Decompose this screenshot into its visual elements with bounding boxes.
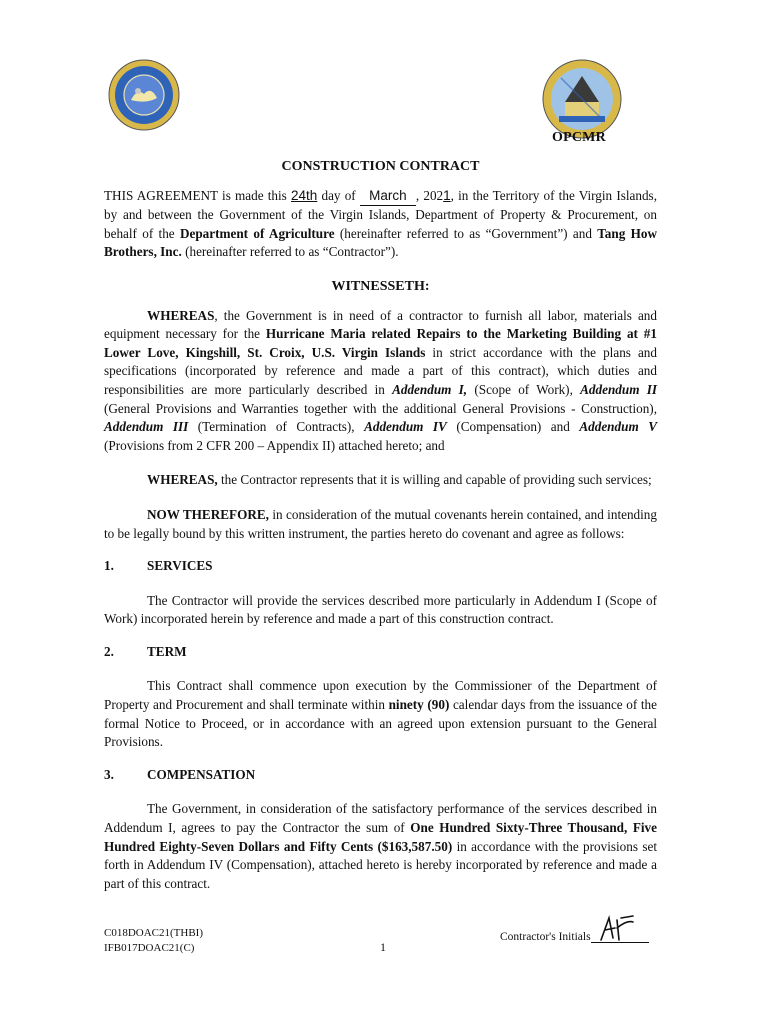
document-title: CONSTRUCTION CONTRACT [281, 159, 480, 174]
section-text-compensation: The Government, in consideration of the satisfactory performance of the services described in Addendum I, agrees to pay the Contractor the sum of One Hundred Sixty-Three Thousand, Five Hundred Eighty-Seven Dollars and Fifty Cents ($163,587.50) in accordance with the provisions set forth in Addendum IV (Compensation), attached hereto is hereby incorporated by reference and made a part of this contract. [104, 801, 657, 891]
agency-label: OPCMR [552, 130, 606, 145]
initials-label: Contractor's Initials [500, 931, 591, 943]
contract-amount: One Hundred Sixty-Three Thousand, Five Hundred Eighty-Seven Dollars and Fifty Cents ($163,587.50) [104, 820, 657, 854]
contract-page [104, 158, 657, 893]
virgin-islands-seal-left [107, 58, 181, 132]
document-codes [104, 926, 203, 956]
ifb-code: IFB017DOAC21(C) [104, 942, 195, 954]
filled-month: March [360, 187, 416, 207]
section-text-term: This Contract shall commence upon execution by the Commissioner of the Department of Property and Procurement and shall terminate within ninety (90) calendar days from the issuance of the formal Notice to Proceed, or in accordance with an agreed upon extension pursuant to the General Provisions. [104, 678, 657, 750]
whereas-paragraph-2: WHEREAS, the Contractor represents that it is willing and capable of providing such services; [147, 472, 652, 488]
section-heading-term: 2. TERM [104, 643, 187, 659]
section-text-services: The Contractor will provide the services described more particularly in Addendum I (Scope of Work) incorporated herein by reference and made a part of this construction contract. [104, 592, 657, 627]
contract-code: C018DOAC21(THBI) [104, 927, 203, 939]
witnesseth-heading: WITNESSETH: [331, 278, 430, 294]
department-name: Department of Agriculture [179, 225, 335, 241]
whereas-paragraph-1: WHEREAS, the Government is in need of a contractor to furnish all labor, materials and equipment necessary for the Hurricane Maria related Repairs to the Marketing Building at #1 Lower Love, Kingshill, St. Croix, U.S. Virgin Islands in strict accordance with the plans and specifications (incorporated by reference and made a part of this contract), which duties and responsibilities are more particularly described in Addendum I, (Scope of Work), Addendum II (General Provisions and Warranties together with the additional General Provisions - Construction), Addendum III (Termination of Contracts), Addendum IV (Compensation) and Addendum V (Provisions from 2 CFR 200 – Appendix II) attached hereto; and [104, 307, 657, 453]
handwritten-initials-icon [597, 914, 637, 944]
now-therefore-paragraph: NOW THEREFORE, in consideration of the mutual covenants herein contained, and intending to be legally bound by this written instrument, the parties hereto do covenant and agree as follows: [104, 506, 657, 541]
page-number: 1 [380, 940, 386, 954]
agreement-paragraph: THIS AGREEMENT is made this 24th day of March , 2021, in the Territory of the Virgin Islands, by and between the Government of the Virgin Islands, Department of Property & Procurement, on behalf of the Department of Agriculture (hereinafter referred to as “Government”) and Tang How Brothers, Inc. (hereinafter referred to as “Contractor”). [104, 187, 657, 260]
contractor-name: Tang How Brothers, Inc. [104, 225, 657, 260]
section-heading-compensation: 3. COMPENSATION [104, 766, 256, 782]
project-name: Hurricane Maria related Repairs to the Marketing Building at #1 Lower Love, Kingshill, St. Croix, U.S. Virgin Islands [104, 326, 657, 360]
filled-year-digit: 1 [443, 187, 451, 203]
opcmr-seal-right [541, 58, 623, 140]
filled-day: 24th [291, 187, 318, 203]
section-heading-services: 1. SERVICES [104, 558, 213, 574]
initials-signature-line [591, 920, 649, 943]
contractor-initials [500, 920, 649, 943]
